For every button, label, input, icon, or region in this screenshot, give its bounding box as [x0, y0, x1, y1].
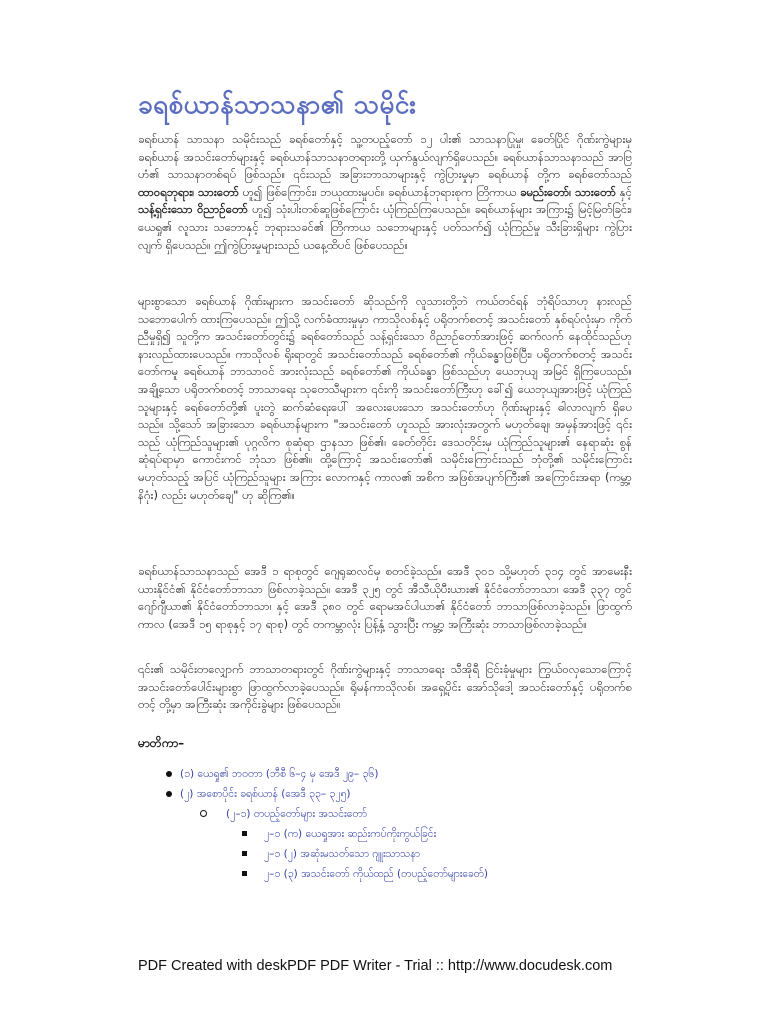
text-run: ခရစ်ယာန်သာသနာသည် အေဒီ ၁ ရာစုတွင် ဂျေရုဆလင်မှ စတင်ခဲ့သည်။ အေဒီ ၃၀၁ သို့မဟုတ် ၃၁၄ တွင် အာမေးနီးယားနိုင်ငံ၏ နိုင်ငံတော်ဘာသာ ဖြစ်လာခဲ့သည်။ အေဒီ ၃၂၅ တွင် အီသီယိုပီးယား၏ နိုင်ငံတော်ဘာသာ၊ အေဒီ ၃၃၇ တွင် ဂျော်ဂျီယာ၏ နိုင်ငံတော်ဘာသာ၊ နှင့် အေဒီ ၃၈၀ တွင် ရောမအင်ပါယာ၏ နိုင်ငံတော် ဘာသာဖြစ်လာခဲ့သည်။ ဖြာထွက်ကာလ (အေဒီ ၁၅ ရာစုနှင့် ၁၇ ရာစု) တွင် တကမ္ဘာလုံး ပြန့်နှံ့ သွားပြီး ကမ္ဘာ့ အကြီးဆုံး ဘာသာဖြစ်လာခဲ့သည်။ [138, 564, 632, 631]
bullet-square-icon [242, 871, 247, 876]
toc-item-label[interactable]: ၂–၁ (၃) အသင်းတော် ကိုယ်ထည် (တပည့်တော်များခေတ်) [264, 868, 488, 880]
bullet-square-icon [242, 851, 247, 856]
text-run: နှင့် [616, 184, 632, 199]
table-of-contents [138, 764, 632, 884]
toc-item-label[interactable]: (၂) အစောပိုင်း ခရစ်ယာန် (အေဒီ ၃၃– ၃၂၅) [180, 788, 351, 800]
toc-item-label[interactable]: (၂–၁) တပည့်တော်များ အသင်းတော် [226, 808, 367, 820]
bullet-square-icon [242, 831, 247, 836]
toc-item-label[interactable]: (၁) ယေရှု၏ ဘဝတာ (ဘီစီ ၆–၄ မှ အေဒီ ၂၉– ၃၆) [180, 768, 379, 780]
pdf-trial-footer: PDF Created with deskPDF PDF Writer - Trial :: http://www.docudesk.com [138, 958, 613, 974]
text-run: ၎င်း၏ သမိုင်းတလျှောက် ဘာသာတရားတွင် ဂိုဏ်းကွဲများနှင့် ဘာသာရေး သီအိုရီ ငြင်းခုံမှုများ ကြွယ်ဝလှသောကြောင့် အသင်းတော်ပေါင်းများစွာ ဖြာထွက်လာခဲ့ပေသည်။ ရိုမန်ကာသိုလစ်၊ အရှေ့ပိုင်း အော်သိုဒေါ့ အသင်းတော်နှင့် ပရိုတက်စတင့် တို့မှာ အကြီးဆုံး အကိုင်းခွဲများ ဖြစ်ပေသည်။ [138, 662, 632, 712]
bullet-circle-icon [200, 810, 207, 817]
toc-item[interactable] [138, 764, 632, 784]
document-title: ခရစ်ယာန်သာသနာ၏ သမိုင်း [138, 90, 417, 120]
bullet-disc-icon [166, 791, 172, 797]
toc-item-label[interactable]: ၂–၁ (၂) အဆုံးမသတ်သော ဂျူးသာသနာ [264, 848, 420, 860]
text-run: ဟူ၍ သုံးပါးတစ်ဆူဖြစ်ကြောင်း ယုံကြည်ကြပေသည်။ ခရစ်ယာန်များ အကြား၌ မြင့်မြတ်ခြင်း၊ ယေရှု၏ လူသား သဘောနှင့် ဘုရားသခင်၏ တြိကာယ သဘောများနှင့် ပတ်သက်၍ ယုံကြည်မှု သီးခြားရှိများ ကွဲပြားလျက် ရှိပေသည်။ ဤကွဲပြားမှုများသည် ယနေ့ထိပင် ဖြစ်ပေသည်။ [138, 202, 632, 252]
bold-run: ခမည်းတော်၊ သားတော် [519, 184, 616, 199]
toc-item[interactable] [138, 824, 632, 844]
paragraph-4 [138, 661, 632, 714]
paragraph-2 [138, 293, 632, 504]
toc-item[interactable] [138, 844, 632, 864]
toc-item[interactable] [138, 784, 632, 804]
paragraph-1 [138, 131, 632, 254]
paragraph-3 [138, 563, 632, 633]
text-run: ခရစ်ယာန် သာသနာ သမိုင်းသည် ခရစ်တော်နှင့် သူ့တပည့်တော် ၁၂ ပါး၏ သာသနာပြုမှု၊ ခေတ်ပြိုင် ဂိုဏ်းကွဲများမှ ခရစ်ယာန် အသင်းတော်များနှင့် ခရစ်ယာန်သာသနာတရားတို့ ယှက်နွယ်လျက်ရှိပေသည်။ ခရစ်ယာန်သာသနာသည် အာဗြဟံ၏ သာသနာတစ်ရပ် ဖြစ်သည်။ ၎င်းသည် အခြားဘာသာများနှင့် ကွဲပြားမှုမှာ ခရစ်ယာန် တို့က ခရစ်တော်သည် [138, 132, 632, 182]
text-run: များစွာသော ခရစ်ယာန် ဂိုဏ်းများက အသင်းတော် ဆိုသည်ကို လူသားတို့ဘဲ ကယ်တင်ရန် ဘုံရိပ်သာဟု နားလည် သဘောပေါက် ထားကြပေသည်။ ဤသို့ လက်ခံထားမှုမှာ ကာသိုလစ်နှင့် ပရိုတက်စတင့် အသင်းတော် နှစ်ရပ်လုံးမှာ ကိုက်ညီမှုရှိ၍ သူတို့က အသင်းတော်တွင်း၌ ခရစ်တော်သည် သန့်ရှင်းသော ဝိညာဉ်တော်အားဖြင့် ဆက်လက် နေထိုင်သည်ဟု နားလည်ထားပေသည်။ ကာသိုလစ် ရိုးရာတွင် အသင်းတော်သည် ခရစ်တော်၏ ကိုယ်ခန္ဓာဖြစ်ပြီး၊ ပရိုတက်စတင့် အသင်းတော်ကမူ ခရစ်ယာန် ဘာသာဝင် အားလုံးသည် ခရစ်တော်၏ ကိုယ်ခန္ဓာ ဖြစ်သည်ဟု ယေဘုယျ အမြင် ရှိကြပေသည်။ အချို့သော ပရိုတက်စတင့် ဘာသာရေး သုတေသီများက ၎င်းကို အသင်းတော်ကြီးဟု ခေါ်၍ ယေဘုယျအားဖြင့် ယုံကြည်သူများနှင့် ခရစ်တော်တို့၏ ပူးတွဲ ဆက်ဆံရေးပေါ် အလေးပေးသော အသင်းတော်ဟု ဂိုဏ်းများနှင့် ဓါလာလျက် ရှိပေသည်။ သို့သော် အခြားသော ခရစ်ယာန်များက "အသင်းတော် ဟူသည် အားလုံးအတွက် မဟုတ်ချေ၊ အမှန်အားဖြင့် ၎င်းသည် ယုံကြည်သူများ၏ ပုဂ္ဂလိက စုဆုံရာ ဌာနသာ ဖြစ်၏၊ ခေတ်တိုင်း ဒေသတိုင်းမှ ယုံကြည်သူများ၏ နေရာဆုံး စွန် ဆုံရပ်ရာမှာ ကောင်းကင် ဘုံသာ ဖြစ်၏။ ထို့ကြောင့် အသင်းတော်၏ သမိုင်းကြောင်းသည် ဘုံတို့၏ သမိုင်းကြောင်း မဟုတ်သည့် အပြင် ယုံကြည်သူများ အကြား လောကနှင့် ကာလ၏ အစိက အဖြစ်အပျက်ကြီး၏ အကြောင်းအရာ (ကမ္ဘာ့ နိဂုံး) လည်း မဟုတ်ချေ" ဟု ဆိုကြ၏။ [138, 294, 632, 502]
toc-item[interactable] [138, 864, 632, 884]
toc-item[interactable] [138, 804, 632, 824]
bullet-disc-icon [166, 771, 172, 777]
bold-run: သန့်ရှင်းသော ဝိညာဉ်တော် [138, 202, 248, 217]
text-run: ဟူ၍ ဖြစ်ကြောင်း၊ ဘယုထားမှုပင်။ ခရစ်ယာန်ဘုရားစုက တြိကာယ [239, 184, 520, 199]
contents-heading: မာတိကာ– [138, 736, 185, 750]
toc-item-label[interactable]: ၂–၁ (က) ယေရှုအား ဆည်းကပ်ကိုးကွယ်ခြင်း [264, 828, 437, 840]
bold-run: ထာဝရဘုရား၊ သားတော် [138, 184, 239, 199]
